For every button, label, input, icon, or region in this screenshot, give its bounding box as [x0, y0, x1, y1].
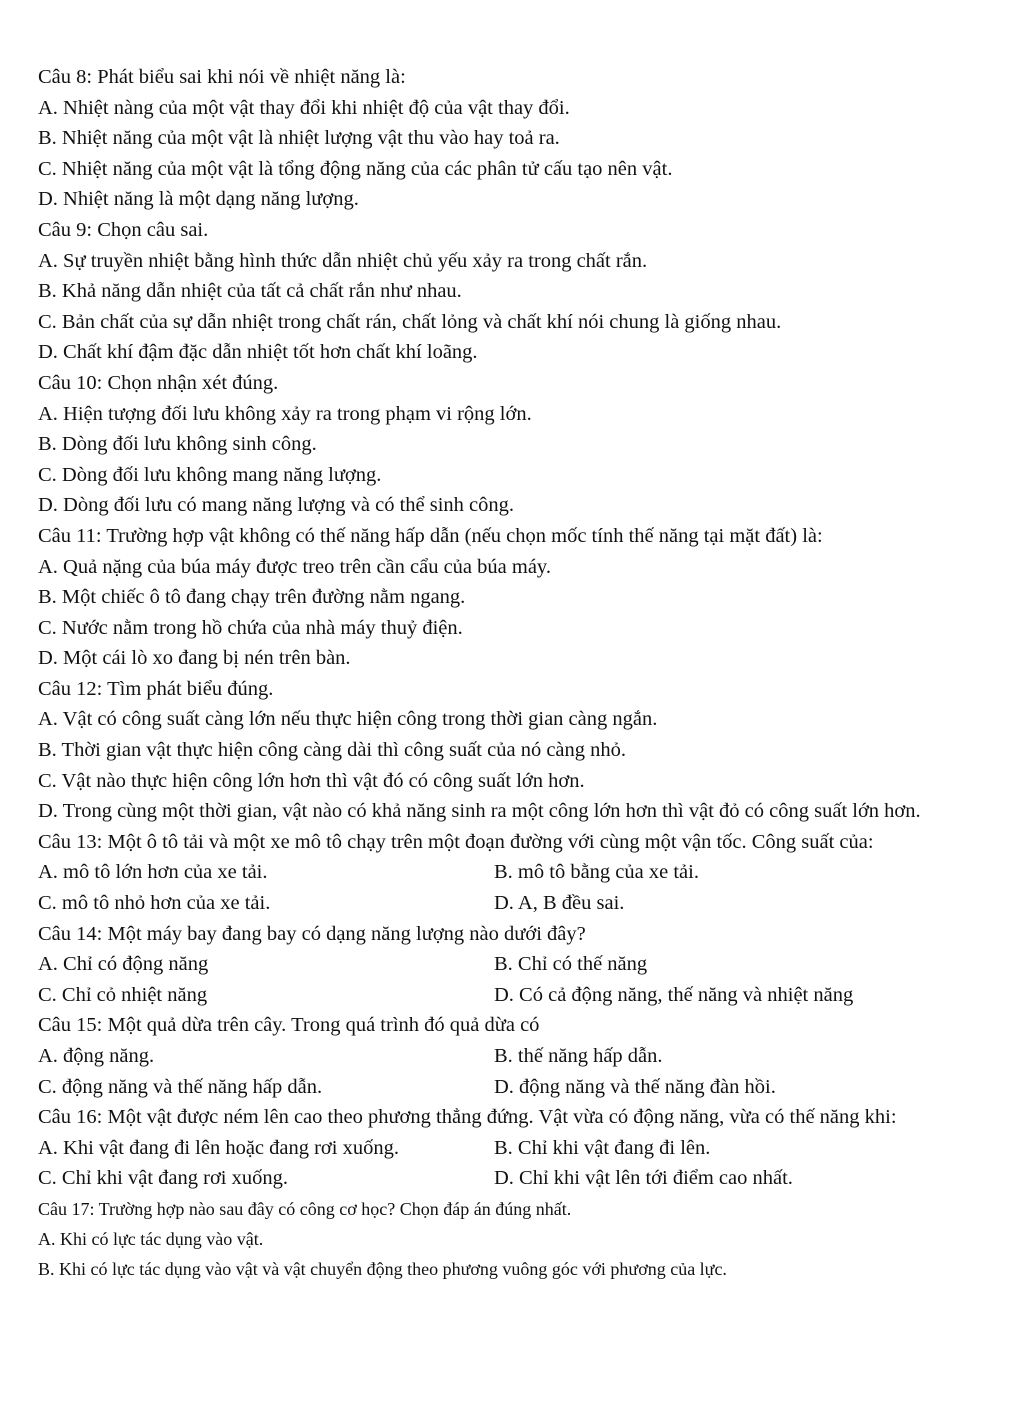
- question-14-options-row-2: [38, 980, 1004, 1011]
- question-13-option-d: D. A, B đều sai.: [494, 892, 625, 915]
- question-9-option-d: D. Chất khí đậm đặc dẫn nhiệt tốt hơn chất khí loãng.: [38, 341, 478, 364]
- question-12-option-d: D. Trong cùng một thời gian, vật nào có khả năng sinh ra một công lớn hơn thì vật đỏ có công suất lớn hơn.: [38, 800, 921, 823]
- question-11-option-d: D. Một cái lò xo đang bị nén trên bàn.: [38, 647, 351, 670]
- question-15-option-a: A. động năng.: [38, 1045, 155, 1067]
- question-8-option-d: D. Nhiệt năng là một dạng năng lượng.: [38, 188, 359, 211]
- question-13-option-b: B. mô tô bằng của xe tải.: [494, 861, 699, 884]
- question-16-options-row-2: [38, 1163, 1004, 1194]
- question-16-option-d: D. Chỉ khi vật lên tới điểm cao nhất.: [494, 1167, 793, 1190]
- question-11-option-a: A. Quả nặng của búa máy được treo trên cần cẩu của búa máy.: [38, 555, 551, 578]
- question-13-stem: Câu 13: Một ô tô tải và một xe mô tô chạy trên một đoạn đường với cùng một vận tốc. Công suất của:: [38, 830, 874, 853]
- question-9-option-c: C. Bản chất của sự dẫn nhiệt trong chất rán, chất lỏng và chất khí nói chung là giống nhau.: [38, 310, 782, 333]
- question-17-stem: Câu 17: Trường hợp nào sau đây có công cơ học? Chọn đáp án đúng nhất.: [38, 1198, 572, 1219]
- question-15-options-row-1: [38, 1041, 1004, 1072]
- question-8-option-c: C. Nhiệt năng của một vật là tổng động năng của các phân tử cấu tạo nên vật.: [38, 157, 673, 180]
- question-9-stem: Câu 9: Chọn câu sai.: [38, 218, 209, 241]
- document-body: [38, 62, 1004, 1284]
- question-14-option-d: D. Có cả động năng, thế năng và nhiệt năng: [494, 983, 854, 1006]
- question-15-options-row-2: [38, 1072, 1004, 1103]
- question-16-option-b: B. Chỉ khi vật đang đi lên.: [494, 1136, 711, 1159]
- question-9-option-b: B. Khả năng dẫn nhiệt của tất cả chất rắn như nhau.: [38, 280, 462, 303]
- question-12-stem: Câu 12: Tìm phát biểu đúng.: [38, 677, 274, 700]
- question-15-option-c: C. động năng và thế năng hấp dẫn.: [38, 1075, 323, 1098]
- question-9-option-a: A. Sự truyền nhiệt bằng hình thức dẫn nhiệt chủ yếu xảy ra trong chất rắn.: [38, 249, 648, 272]
- question-10-option-d: D. Dòng đối lưu có mang năng lượng và có thể sinh công.: [38, 494, 515, 517]
- question-11-stem: Câu 11: Trường hợp vật không có thế năng hấp dẫn (nếu chọn mốc tính thế năng tại mặt đất) là:: [38, 524, 823, 547]
- question-8-stem: Câu 8: Phát biểu sai khi nói về nhiệt năng là:: [38, 66, 406, 88]
- question-12-option-b: B. Thời gian vật thực hiện công càng dài thì công suất của nó càng nhỏ.: [38, 739, 627, 762]
- question-8-option-b: B. Nhiệt năng của một vật là nhiệt lượng vật thu vào hay toả ra.: [38, 127, 560, 150]
- question-14-option-a: A. Chỉ có động năng: [38, 953, 209, 976]
- question-16-stem: Câu 16: Một vật được ném lên cao theo phương thẳng đứng. Vật vừa có động năng, vừa có thế năng khi:: [38, 1106, 897, 1129]
- question-11-option-c: C. Nước nằm trong hồ chứa của nhà máy thuỷ điện.: [38, 616, 463, 639]
- question-13-option-c: C. mô tô nhỏ hơn của xe tải.: [38, 892, 271, 915]
- question-16-options-row-1: [38, 1133, 1004, 1164]
- question-15-option-d: D. động năng và thế năng đàn hồi.: [494, 1075, 776, 1098]
- question-13-options-row-2: [38, 888, 1004, 919]
- question-10-option-a: A. Hiện tượng đối lưu không xảy ra trong phạm vi rộng lớn.: [38, 402, 532, 425]
- question-14-option-c: C. Chỉ cỏ nhiệt năng: [38, 983, 208, 1006]
- question-10-option-b: B. Dòng đối lưu không sinh công.: [38, 433, 317, 456]
- question-15-option-b: B. thế năng hấp dẫn.: [494, 1045, 663, 1067]
- question-17-option-a: A. Khi có lực tác dụng vào vật.: [38, 1228, 264, 1249]
- question-10-stem: Câu 10: Chọn nhận xét đúng.: [38, 371, 279, 394]
- question-15-stem: Câu 15: Một quả dừa trên cây. Trong quá trình đó quả dừa có: [38, 1014, 540, 1037]
- question-14-options-row-1: [38, 949, 1004, 980]
- question-14-stem: Câu 14: Một máy bay đang bay có dạng năng lượng nào dưới đây?: [38, 922, 586, 945]
- question-11-option-b: B. Một chiếc ô tô đang chạy trên đường nằm ngang.: [38, 586, 466, 609]
- question-14-option-b: B. Chỉ có thế năng: [494, 953, 648, 976]
- question-12-option-c: C. Vật nào thực hiện công lớn hơn thì vật đó có công suất lớn hơn.: [38, 769, 585, 792]
- question-16-option-a: A. Khi vật đang đi lên hoặc đang rơi xuống.: [38, 1136, 399, 1159]
- question-17-option-b: B. Khi có lực tác dụng vào vật và vật chuyển động theo phương vuông góc với phương của lực.: [38, 1258, 727, 1279]
- question-12-option-a: A. Vật có công suất càng lớn nếu thực hiện công trong thời gian càng ngắn.: [38, 708, 658, 731]
- question-16-option-c: C. Chỉ khi vật đang rơi xuống.: [38, 1167, 288, 1190]
- question-8-option-a: A. Nhiệt nàng của một vật thay đổi khi nhiệt độ của vật thay đổi.: [38, 96, 570, 119]
- question-13-options-row-1: [38, 857, 1004, 888]
- question-13-option-a: A. mô tô lớn hơn của xe tải.: [38, 861, 268, 884]
- question-10-option-c: C. Dòng đối lưu không mang năng lượng.: [38, 463, 382, 486]
